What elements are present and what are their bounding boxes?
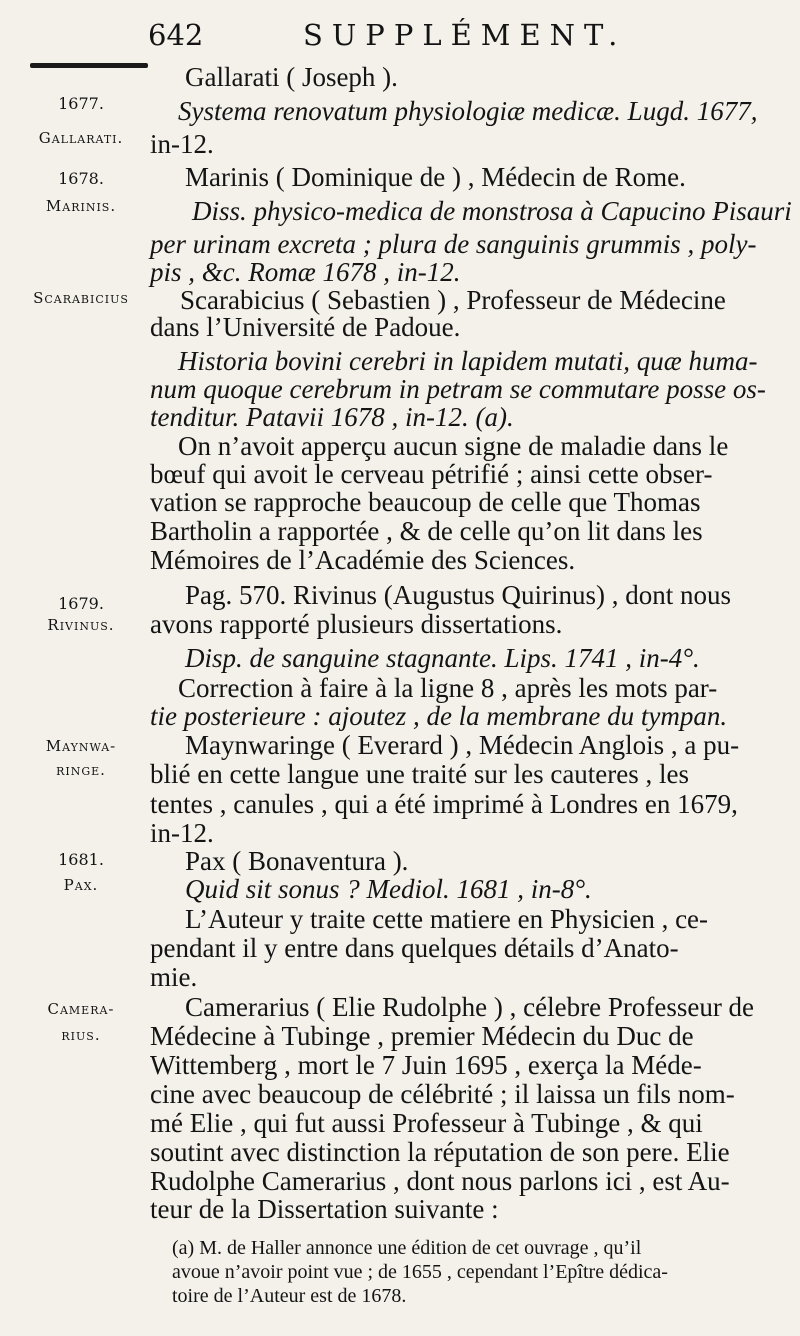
text-line: mé Elie , qui fut aussi Professeur à Tubinge , & qui — [150, 1108, 703, 1138]
text-line: On n’avoit apperçu aucun signe de maladie dans le — [178, 431, 729, 461]
margin-gallarati: Gallarati. — [38, 129, 124, 147]
text-line: in-12. — [150, 129, 214, 159]
margin-year-1678: 1678. — [58, 169, 104, 188]
page-header — [148, 16, 760, 56]
text-line: tie posterieure : ajoutez , de la membrane du tympan. — [150, 701, 728, 731]
text-line: Bartholin a rapportée , & de celle qu’on lit dans les — [150, 516, 703, 546]
footnote-line: (a) M. de Haller annonce une édition de cet ouvrage , qu’il — [172, 1237, 642, 1259]
text-line: in-12. — [150, 818, 214, 848]
text-line: num quoque cerebrum in petram se commutare posse os- — [150, 374, 766, 404]
text-line: pendant il y entre dans quelques détails d’Anato- — [150, 933, 679, 963]
margin-camerarius-1: Camera- — [47, 1000, 115, 1018]
text-line: teur de la Dissertation suivante : — [150, 1194, 499, 1224]
margin-maynwaringe-2: ringe. — [56, 761, 106, 779]
margin-pax: Pax. — [63, 876, 99, 894]
text-line: Maynwaringe ( Everard ) , Médecin Anglois , a pu- — [185, 730, 740, 760]
text-line: Scarabicius ( Sebastien ) , Professeur de Médecine — [180, 285, 726, 315]
text-line: tentes , canules , qui a été imprimé à Londres en 1679, — [150, 789, 738, 819]
margin-marinis: Marinis. — [45, 197, 117, 215]
text-line: Diss. physico-medica de monstrosa à Capucino Pisauri — [192, 196, 792, 226]
text-line: Historia bovini cerebri in lapidem mutati, quæ huma- — [178, 346, 758, 376]
text-line: bœuf qui avoit le cerveau pétrifié ; ainsi cette obser- — [150, 459, 713, 489]
text-line: Quid sit sonus ? Mediol. 1681 , in-8°. — [185, 874, 592, 904]
text-line: Marinis ( Dominique de ) , Médecin de Rome. — [185, 162, 686, 192]
text-line: blié en cette langue une traité sur les cauteres , les — [150, 759, 690, 789]
margin-maynwaringe-1: Maynwa- — [45, 737, 117, 755]
text-line: dans l’Université de Padoue. — [150, 312, 461, 342]
header-rule — [30, 63, 148, 68]
text-line: Mémoires de l’Académie des Sciences. — [150, 545, 576, 575]
margin-year-1679: 1679. — [58, 594, 104, 613]
text-line: Systema renovatum physiologiæ medicæ. Lugd. 1677, — [178, 96, 758, 126]
margin-year-1677: 1677. — [58, 94, 104, 113]
text-line: pis , &c. Romæ 1678 , in-12. — [150, 257, 461, 287]
footnote-line: avoue n’avoir point vue ; de 1655 , cependant l’Epître dédica- — [172, 1261, 668, 1283]
page-number: 642 — [148, 18, 204, 52]
text-line: tenditur. Patavii 1678 , in-12. (a). — [150, 402, 514, 432]
text-line: soutint avec distinction la réputation de son pere. Elie — [150, 1137, 730, 1167]
text-line: Médecine à Tubinge , premier Médecin du Duc de — [150, 1021, 694, 1051]
margin-scarabicius: Scarabicius — [33, 289, 129, 307]
text-line: Pax ( Bonaventura ). — [185, 846, 409, 876]
text-line: Pag. 570. Rivinus (Augustus Quirinus) , dont nous — [185, 580, 732, 610]
margin-year-1681: 1681. — [58, 850, 104, 869]
running-head: SUPPLÉMENT. — [303, 18, 627, 52]
text-line: Correction à faire à la ligne 8 , après les mots par- — [178, 673, 718, 703]
text-line: Wittemberg , mort le 7 Juin 1695 , exerça la Méde- — [150, 1050, 702, 1080]
text-line: Rudolphe Camerarius , dont nous parlons ici , est Au- — [150, 1166, 730, 1196]
text-line: Camerarius ( Elie Rudolphe ) , célebre Professeur de — [185, 992, 755, 1022]
margin-camerarius-2: rius. — [61, 1026, 101, 1044]
text-line: cine avec beaucoup de célébrité ; il laissa un fils nom- — [150, 1079, 735, 1109]
text-line: mie. — [150, 962, 198, 992]
text-line: Gallarati ( Joseph ). — [185, 62, 398, 92]
text-line: vation se rapproche beaucoup de celle que Thomas — [150, 487, 701, 517]
text-line: per urinam excreta ; plura de sanguinis grummis , poly- — [150, 229, 757, 259]
text-line: Disp. de sanguine stagnante. Lips. 1741 , in-4°. — [185, 643, 700, 673]
text-line: L’Auteur y traite cette matiere en Physicien , ce- — [185, 904, 709, 934]
text-line: avons rapporté plusieurs dissertations. — [150, 609, 563, 639]
margin-rivinus: Rivinus. — [47, 616, 115, 634]
footnote-line: toire de l’Auteur est de 1678. — [172, 1285, 407, 1307]
